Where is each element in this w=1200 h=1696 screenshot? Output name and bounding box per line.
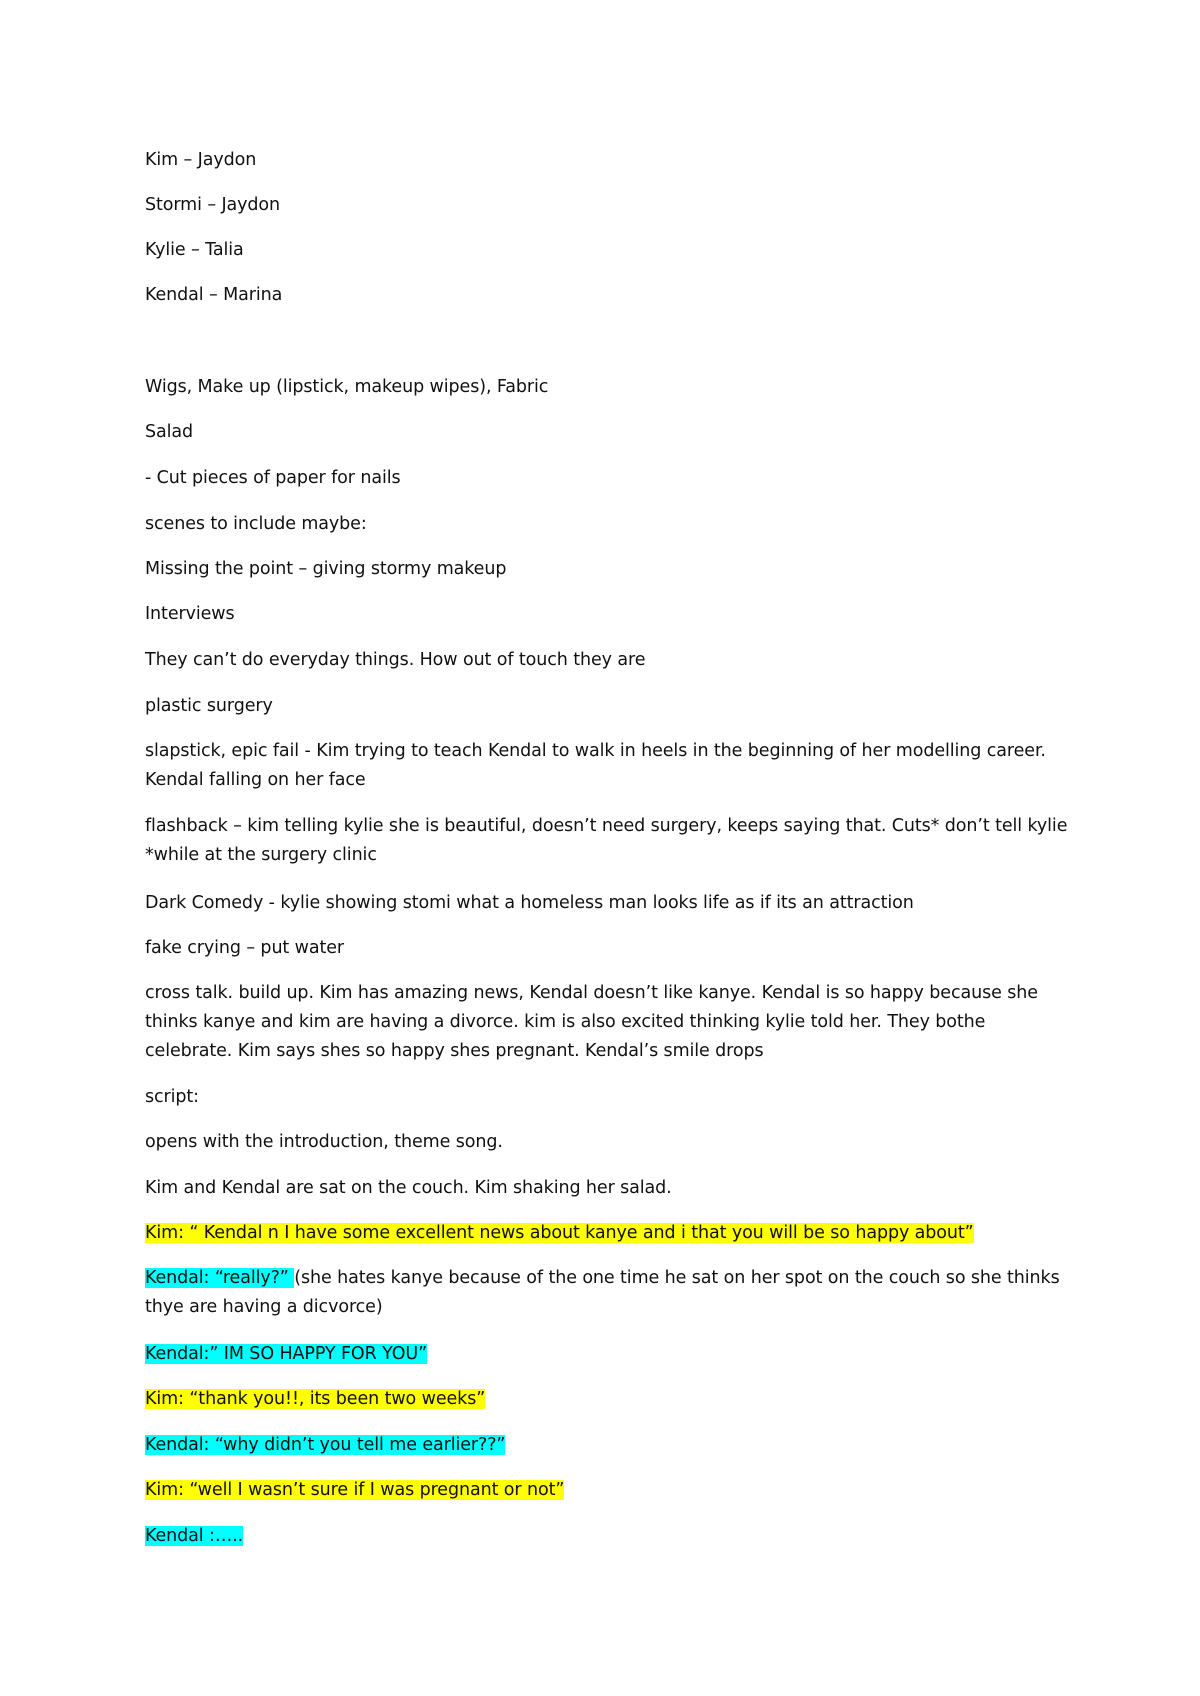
scene-item: cross talk. build up. Kim has amazing news, Kendal doesn’t like kanye. Kendal is so happy because she thinks kanye and kim are having a divorce. kim is also excited thinking kylie told her. They bothe celebrate. Kim says shes so happy shes pregnant. Kendal’s smile drops — [145, 983, 1038, 1061]
scene-item: fake crying – put water — [145, 938, 345, 958]
props-line: Wigs, Make up (lipstick, makeup wipes), Fabric — [145, 377, 549, 397]
cast-line: Kylie – Talia — [145, 240, 244, 260]
kim-highlight: Kim: “well I wasn’t sure if I was pregnant or not” — [145, 1480, 565, 1500]
props-line: - Cut pieces of paper for nails — [145, 468, 401, 488]
cast-line: Kendal – Marina — [145, 285, 283, 305]
kendal-highlight: Kendal: “really?” — [145, 1268, 295, 1288]
dialogue-line-kendal — [145, 1340, 427, 1369]
scene-item: Dark Comedy - kylie showing stomi what a homeless man looks life as if its an attraction — [145, 893, 914, 913]
kim-highlight: Kim: “thank you!!, its been two weeks” — [145, 1389, 486, 1409]
script-intro-line: opens with the introduction, theme song. — [145, 1132, 503, 1152]
cast-line: Kim – Jaydon — [145, 150, 257, 170]
kendal-highlight: Kendal: “why didn’t you tell me earlier??” — [145, 1435, 506, 1455]
dialogue-line-kim — [145, 1219, 974, 1248]
dialogue-line-kim — [145, 1385, 485, 1414]
scene-item: slapstick, epic fail - Kim trying to teach Kendal to walk in heels in the beginning of her modelling career. Kendal falling on her face — [145, 741, 1046, 790]
dialogue-line-kendal — [145, 1431, 505, 1460]
dialogue-line-kendal — [145, 1522, 243, 1551]
kendal-highlight: Kendal:” IM SO HAPPY FOR YOU” — [145, 1344, 428, 1364]
kim-highlight: Kim: “ Kendal n I have some excellent news about kanye and i that you will be so happy about” — [145, 1223, 974, 1243]
props-line: Salad — [145, 422, 194, 442]
scene-item: flashback – kim telling kylie she is beautiful, doesn’t need surgery, keeps saying that. Cuts* don’t tell kylie *while at the surgery clinic — [145, 816, 1068, 865]
scene-item: They can’t do everyday things. How out of touch they are — [145, 650, 646, 670]
scene-item: plastic surgery — [145, 696, 273, 716]
dialogue-line-kim — [145, 1476, 564, 1505]
scenes-heading: scenes to include maybe: — [145, 514, 367, 534]
kendal-highlight: Kendal :….. — [145, 1526, 244, 1546]
stage-direction: (she hates kanye because of the one time he sat on her spot on the couch so she thinks thye are having a dicvorce) — [145, 1268, 1060, 1317]
dialogue-line-kendal — [145, 1264, 1075, 1322]
scene-item: Missing the point – giving stormy makeup — [145, 559, 507, 579]
script-intro-line: Kim and Kendal are sat on the couch. Kim shaking her salad. — [145, 1178, 672, 1198]
cast-line: Stormi – Jaydon — [145, 195, 280, 215]
scene-item: Interviews — [145, 604, 235, 624]
script-heading: script: — [145, 1087, 199, 1107]
